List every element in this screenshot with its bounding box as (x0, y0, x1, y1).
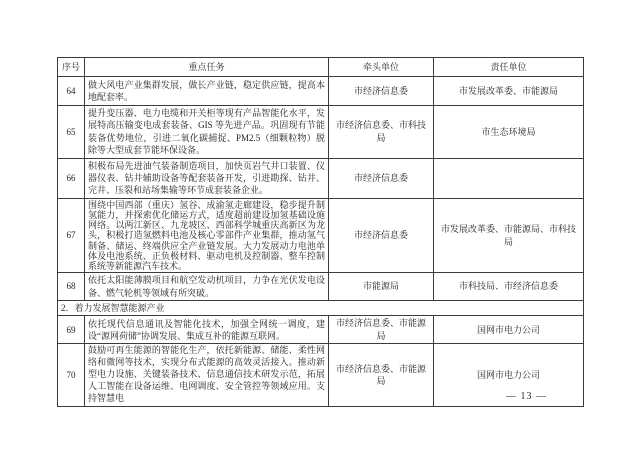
page-number: — 13 — (506, 391, 547, 402)
responsible-unit-cell: 国网市电力公司 (434, 316, 584, 344)
table-row (58, 316, 584, 344)
table-row (58, 273, 584, 301)
column-header-responsible-unit: 责任单位 (434, 58, 584, 77)
row-number: 64 (58, 77, 85, 106)
row-number: 67 (58, 198, 85, 272)
row-number: 68 (58, 273, 85, 301)
task-cell: 做大风电产业集群发展，做长产业链，稳定供应链，提高本地配套率。 (85, 77, 329, 106)
row-number: 70 (58, 344, 85, 407)
lead-unit-cell: 市经济信息委 (329, 77, 434, 106)
task-cell: 提升变压器、电力电缆和开关柜等现有产品智能化水平，发展特高压输变电成套装备、GIS 等先进产品。巩固现有节能装备优势地位，引进二氧化碳捕捉、PM2.5（细颗粒物）脱除等大型成套节能环保设备。 (85, 106, 329, 159)
lead-unit-cell: 市经济信息委 (329, 158, 434, 198)
row-number: 69 (58, 316, 85, 344)
column-header-task: 重点任务 (85, 58, 329, 77)
section-header-row (58, 301, 584, 316)
column-header-number: 序号 (58, 58, 85, 77)
table-row (58, 344, 584, 407)
table-row (58, 158, 584, 198)
row-number: 66 (58, 158, 85, 198)
table-header-row (58, 58, 584, 77)
key-tasks-table (57, 57, 584, 407)
section-header-label: 2．着力发展智慧能源产业 (58, 301, 584, 316)
task-cell: 积极布局先进油气装备制造项目，加快页岩气井口装置、仪器仪表、钻井辅助设备等配套装备开发，引进勘探、钻井、完井、压裂和站场集输等环节成套装备企业。 (85, 158, 329, 198)
lead-unit-cell: 市经济信息委 (329, 198, 434, 272)
responsible-unit-cell: 市生态环境局 (434, 106, 584, 159)
lead-unit-cell: 市经济信息委、市科技局 (329, 106, 434, 159)
lead-unit-cell: 市经济信息委、市能源局 (329, 316, 434, 344)
responsible-unit-cell: 市发展改革委、市能源局 (434, 77, 584, 106)
task-cell: 鼓励可再生能源的智能化生产，依托新能源、储能、柔性网络和微网等技术，实现分布式能源的高效灵活接入。推动新型电力设施、关键装备技术、信息通信技术研发示范，拓展人工智能在设备运维、电网调度、安全管控等领域应用。支持智慧电 (85, 344, 329, 407)
lead-unit-cell: 市经济信息委、市能源局 (329, 344, 434, 407)
lead-unit-cell: 市能源局 (329, 273, 434, 301)
column-header-lead-unit: 牵头单位 (329, 58, 434, 77)
task-cell: 依托太阳能薄膜项目和航空发动机项目，力争在光伏发电设备、燃气轮机等领域有所突破。 (85, 273, 329, 301)
responsible-unit-cell: 市科技局、市经济信息委 (434, 273, 584, 301)
row-number: 65 (58, 106, 85, 159)
responsible-unit-cell: 市发展改革委、市能源局、市科技局 (434, 198, 584, 272)
table-row (58, 198, 584, 272)
responsible-unit-cell (434, 158, 584, 198)
table-row (58, 106, 584, 159)
table-row (58, 77, 584, 106)
responsible-unit-cell: 国网市电力公司 (434, 344, 584, 407)
task-cell: 依托现代信息通讯及智能化技术，加强全网统一调度，建设“源网荷储”协调发展、集成互补的能源互联网。 (85, 316, 329, 344)
task-cell: 围绕中国西部（重庆）氢谷、成渝氢走廊建设，稳步提升制氢能力，并探索优化储运方式，适度超前建设加氢基础设施网络。以两江新区、九龙坡区、西部科学城重庆高新区为龙头，积极打造氢燃料电池及核心零部件产业集群，推动氢气制备、储运、终端供应全产业链发展。大力发展动力电池单体及电池系统、正负极材料、驱动电机及控制器、整车控制系统等新能源汽车技术。 (85, 198, 329, 272)
